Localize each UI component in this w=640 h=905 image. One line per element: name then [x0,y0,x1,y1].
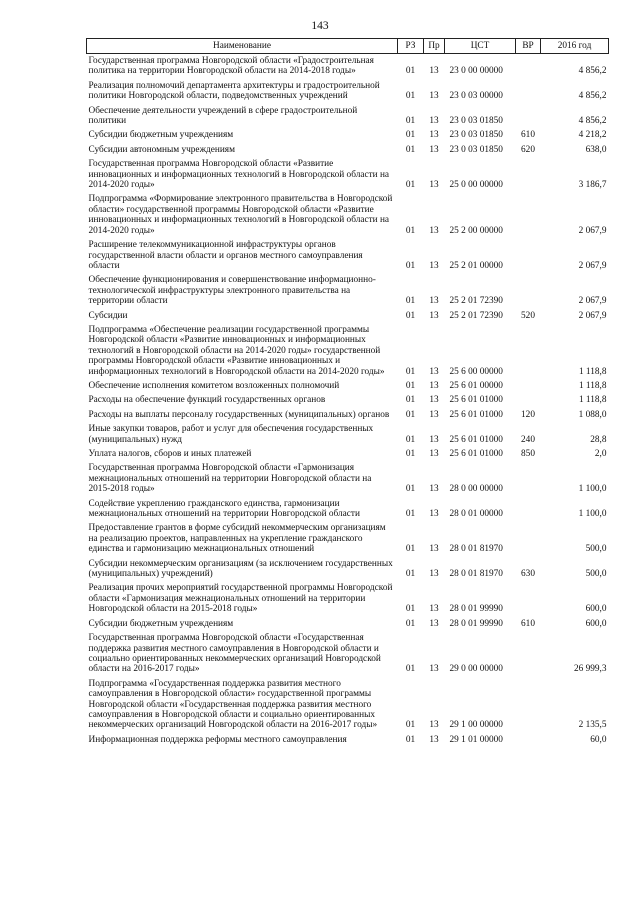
table-row [87,408,609,422]
row-cst: 25 2 00 00000 [449,225,503,236]
row-name: Субсидии автономным учреждениям [88,144,235,155]
row-name: Расходы на обеспечение функций государственных органов [88,395,326,406]
table-row [87,677,609,733]
row-pr: 13 [429,664,439,675]
row-vr: 610 [521,618,535,629]
row-cst: 23 0 03 01850 [449,116,503,127]
row-amount: 4 856,2 [578,116,607,127]
row-cst: 28 0 01 81970 [449,569,503,580]
header-vr: ВР [516,39,541,54]
row-pr: 13 [429,116,439,127]
row-vr [516,733,541,747]
row-vr [516,461,541,496]
row-name: Расширение телекоммуникационной инфраструктуры органов государственной власти области и органов местного самоуправления области [88,240,363,271]
header-pr: Пр [424,39,445,54]
row-vr [516,521,541,556]
row-rz: 01 [405,618,416,629]
row-rz: 01 [405,409,416,420]
row-vr [516,393,541,407]
row-name: Подпрограмма «Формирование электронного правительства в Новгородской области» государственной программы Новгородской области «Развитие инновационных и информационных технологий в Новгородской области на 2014-2020 годы» [88,194,393,236]
header-cst: ЦСТ [445,39,516,54]
row-pr: 13 [429,618,439,629]
table-row [87,192,609,238]
row-cst: 25 6 01 01000 [449,409,503,420]
table-row [87,422,609,447]
row-rz: 01 [405,449,416,459]
row-pr: 13 [429,66,439,77]
row-cst: 23 0 03 01850 [449,130,503,141]
row-cst: 25 2 01 72390 [449,310,503,321]
row-pr: 13 [429,225,439,236]
row-name: Государственная программа Новгородской области «Гармонизация межнациональных отношений на территории Новгородской области на 2015-2018 годы» [88,463,372,495]
row-name: Обеспечение исполнения комитетом возложенных полномочий [88,380,340,391]
row-amount: 3 186,7 [578,180,607,191]
row-cst: 23 0 03 00000 [449,91,503,102]
row-vr [516,157,541,192]
table-row [87,273,609,308]
row-pr: 13 [429,449,439,459]
header-year: 2016 год [541,39,609,54]
row-cst: 25 6 01 01000 [449,395,503,406]
row-pr: 13 [429,310,439,321]
row-rz: 01 [405,434,416,445]
row-cst: 25 0 00 00000 [449,180,503,191]
row-rz: 01 [405,91,416,102]
row-amount: 600,0 [585,604,607,615]
row-name: Государственная программа Новгородской области «Развитие инновационных и информационных технологий в Новгородской области на 2014-2020 годы» [88,159,390,191]
row-name: Субсидии [88,310,128,321]
row-name: Иные закупки товаров, работ и услуг для обеспечения государственных (муниципальных) нужд [88,424,374,445]
row-cst: 28 0 00 00000 [449,484,503,495]
row-vr [516,104,541,129]
table-row [87,447,609,461]
table-row [87,497,609,522]
row-rz: 01 [405,310,416,321]
table-row [87,54,609,79]
row-cst: 28 0 01 99990 [449,604,503,615]
row-pr: 13 [429,509,439,520]
table-row [87,581,609,616]
row-name: Реализация полномочий департамента архитектуры и градостроительной политики Новгородской области, подведомственных учреждений [88,80,380,102]
table-row [87,157,609,192]
row-pr: 13 [429,484,439,495]
row-amount: 4 218,2 [578,130,607,141]
table-row [87,379,609,393]
row-rz: 01 [405,116,416,127]
row-name: Предоставление грантов в форме субсидий некоммерческим организациям на реализацию проектов, направленных на укрепление гражданского единства и гармонизацию межнациональных отношений [88,523,386,555]
row-vr [516,273,541,308]
table-row [87,393,609,407]
row-amount: 2 067,9 [578,310,607,321]
row-amount: 1 118,8 [578,380,607,391]
table-row [87,521,609,556]
row-rz: 01 [405,66,416,77]
row-rz: 01 [405,509,416,520]
table-row [87,104,609,129]
row-rz: 01 [405,395,416,406]
row-name: Реализация прочих мероприятий государственной программы Новгородской области «Гармонизация межнациональных отношений на территории Новгородской области на 2015-2018 годы» [88,583,393,615]
row-rz: 01 [405,296,416,307]
row-cst: 25 2 01 00000 [449,260,503,271]
row-pr: 13 [429,434,439,445]
row-amount: 1 100,0 [578,484,607,495]
row-vr: 520 [521,310,535,321]
row-pr: 13 [429,180,439,191]
row-cst: 25 6 00 00000 [449,366,503,377]
row-amount: 500,0 [585,569,607,580]
row-amount: 2 067,9 [578,260,607,271]
row-name: Подпрограмма «Государственная поддержка развития местного самоуправления в Новгородской области» государственной программы Новгородской области «Государственная поддержка развития местного самоуправления в Новгородской области и социально ориентированных некоммерческих организаций Новгородской области на 2016-2017 годы» [88,678,378,731]
table-row [87,733,609,747]
row-vr: 610 [521,130,535,141]
row-pr: 13 [429,544,439,555]
row-amount: 4 856,2 [578,66,607,77]
row-amount: 2 067,9 [578,225,607,236]
header-name: Наименование [87,39,398,54]
row-vr: 620 [521,144,535,155]
row-vr [516,581,541,616]
row-pr: 13 [429,144,439,155]
row-pr: 13 [429,720,439,731]
row-cst: 25 6 01 01000 [449,449,503,459]
row-amount: 2 135,5 [578,720,607,731]
table-row [87,143,609,157]
table-header [87,39,609,54]
table-row [87,238,609,273]
row-name: Субсидии бюджетным учреждениям [88,618,234,629]
row-rz: 01 [405,380,416,391]
row-cst: 23 0 03 01850 [449,144,503,155]
row-rz: 01 [405,366,416,377]
row-name: Субсидии бюджетным учреждениям [88,130,234,141]
row-amount: 1 088,0 [578,409,607,420]
row-pr: 13 [429,409,439,420]
row-rz: 01 [405,144,416,155]
row-pr: 13 [429,260,439,271]
row-rz: 01 [405,604,416,615]
table-row [87,461,609,496]
row-pr: 13 [429,734,439,745]
row-vr [516,497,541,522]
row-amount: 28,8 [590,434,607,445]
row-cst: 25 6 01 00000 [449,380,503,391]
row-cst: 23 0 00 00000 [449,66,503,77]
row-cst: 28 0 01 81970 [449,544,503,555]
row-amount: 26 999,3 [573,664,607,675]
row-pr: 13 [429,296,439,307]
row-rz: 01 [405,180,416,191]
table-row [87,631,609,677]
row-rz: 01 [405,720,416,731]
row-vr [516,631,541,677]
row-name: Государственная программа Новгородской области «Градостроительная политика на территории Новгородской области на 2014-2018 годы» [88,56,374,77]
row-rz: 01 [405,484,416,495]
row-rz: 01 [405,260,416,271]
row-pr: 13 [429,569,439,580]
row-amount: 4 856,2 [578,91,607,102]
row-amount: 60,0 [590,734,607,745]
row-pr: 13 [429,91,439,102]
row-rz: 01 [405,544,416,555]
header-rz: РЗ [398,39,424,54]
row-name: Обеспечение функционирования и совершенствование информационно-технологической инфраструктуры электронного правительства на территории области [88,275,376,307]
row-cst: 28 0 01 00000 [449,509,503,520]
row-pr: 13 [429,604,439,615]
row-amount: 1 118,8 [578,395,607,406]
row-cst: 29 1 01 00000 [449,734,503,745]
table-row [87,617,609,631]
row-vr [516,677,541,733]
row-pr: 13 [429,130,439,141]
row-vr: 120 [521,409,535,420]
row-vr: 850 [521,449,535,459]
row-vr [516,79,541,104]
row-rz: 01 [405,569,416,580]
row-vr [516,238,541,273]
row-amount: 600,0 [585,618,607,629]
row-rz: 01 [405,664,416,675]
row-rz: 01 [405,734,416,745]
row-amount: 1 100,0 [578,509,607,520]
budget-table [86,38,609,747]
row-vr [516,379,541,393]
row-amount: 638,0 [585,144,607,155]
row-name: Подпрограмма «Обеспечение реализации государственной программы Новгородской области «Развитие инновационных и информационных технологий в Новгородской области на 2014-2020 годы» государственной программы Новгородской области «Развитие инновационных и информационных технологий в Новгородской области на 2014-2020 годы» [88,324,385,377]
row-rz: 01 [405,225,416,236]
table-row [87,128,609,142]
row-amount: 2 067,9 [578,296,607,307]
row-pr: 13 [429,380,439,391]
row-cst: 28 0 01 99990 [449,618,503,629]
row-name: Уплата налогов, сборов и иных платежей [88,449,252,459]
row-vr [516,54,541,79]
row-vr [516,192,541,238]
row-name: Субсидии некоммерческим организациям (за исключением государственных (муниципальных) учреждений) [88,558,393,580]
row-pr: 13 [429,366,439,377]
table-row [87,79,609,104]
row-cst: 25 6 01 01000 [449,434,503,445]
row-name: Государственная программа Новгородской области «Государственная поддержка развития местного самоуправления в Новгородской области и социально ориентированных некоммерческих организаций Новгородской области на 2016-2017 годы» [88,633,381,675]
row-cst: 29 1 00 00000 [449,720,503,731]
row-vr [516,323,541,379]
row-vr: 240 [521,434,535,445]
row-amount: 2,0 [594,449,607,459]
table-row [87,557,609,582]
row-name: Информационная поддержка реформы местного самоуправления [88,734,347,745]
row-amount: 500,0 [585,544,607,555]
row-name: Содействие укреплению гражданского единства, гармонизации межнациональных отношений на территории Новгородской области [88,498,360,520]
table-row [87,309,609,323]
row-amount: 1 118,8 [578,366,607,377]
page-number: 143 [311,20,329,32]
row-cst: 25 2 01 72390 [449,296,503,307]
row-vr: 630 [521,569,535,580]
row-name: Расходы на выплаты персоналу государственных (муниципальных) органов [88,409,390,420]
row-pr: 13 [429,395,439,406]
row-name: Обеспечение деятельности учреждений в сфере градостроительной политики [88,105,358,127]
table-row [87,323,609,379]
row-cst: 29 0 00 00000 [449,664,503,675]
row-rz: 01 [405,130,416,141]
table-body [87,54,609,748]
